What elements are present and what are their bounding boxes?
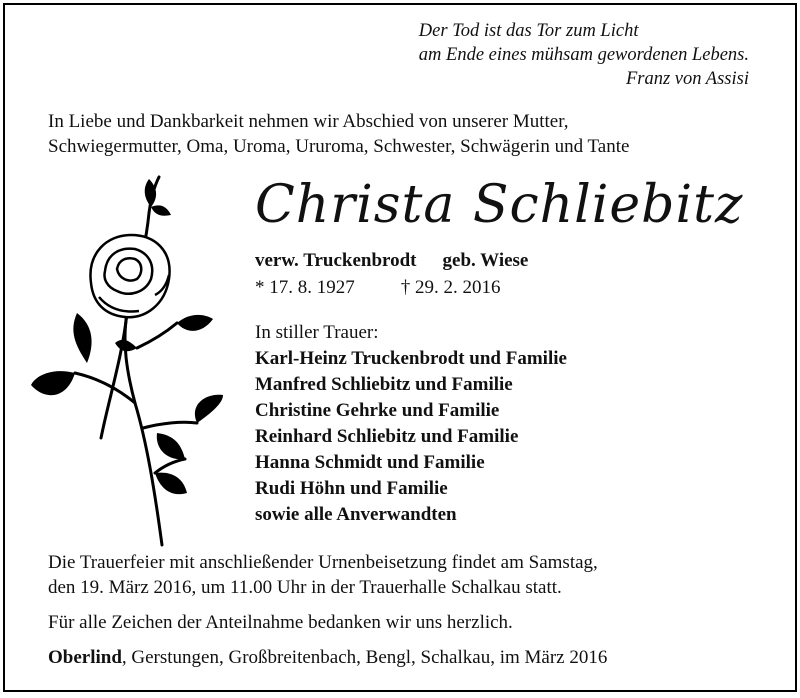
widowed-name: verw. Truckenbrodt	[255, 250, 417, 271]
obituary-notice	[3, 3, 797, 692]
mourner-name: sowie alle Anverwandten	[255, 504, 457, 525]
mourner-name: Christine Gehrke und Familie	[255, 400, 500, 421]
thanks-line: Für alle Zeichen der Anteilnahme bedanken wir uns herzlich.	[48, 612, 513, 633]
mourner-name: Karl-Heinz Truckenbrodt und Familie	[255, 348, 567, 369]
quote-line: Der Tod ist das Tor zum Licht	[418, 21, 639, 41]
funeral-info: Die Trauerfeier mit anschließender Urnenbeisetzung findet am Samstag,	[48, 552, 598, 573]
deceased-name: Christa Schliebitz	[255, 175, 744, 235]
birth-date: * 17. 8. 1927	[255, 277, 355, 298]
funeral-info: den 19. März 2016, um 11.00 Uhr in der Trauerhalle Schalkau statt.	[48, 577, 562, 598]
mourner-name: Reinhard Schliebitz und Familie	[255, 426, 519, 447]
deceased-details	[255, 247, 528, 301]
mourners-section	[255, 320, 567, 528]
intro-line: Schwiegermutter, Oma, Uroma, Ururoma, Schwester, Schwägerin und Tante	[48, 136, 630, 157]
mourners-list	[255, 346, 567, 528]
intro-line: In Liebe und Dankbarkeit nehmen wir Abschied von unserer Mutter,	[48, 111, 569, 132]
death-date: † 29. 2. 2016	[400, 277, 501, 298]
intro-text	[48, 109, 629, 159]
places-rest: , Gerstungen, Großbreitenbach, Bengl, Schalkau, im März 2016	[121, 647, 608, 668]
places-bold: Oberlind	[48, 647, 122, 668]
birth-name: geb. Wiese	[442, 250, 529, 271]
rose-icon	[27, 173, 227, 553]
quote-author: Franz von Assisi	[625, 69, 749, 89]
footer-text	[48, 550, 607, 670]
mourner-name: Rudi Höhn und Familie	[255, 478, 448, 499]
mourner-name: Manfred Schliebitz und Familie	[255, 374, 513, 395]
quote-block	[419, 19, 749, 91]
mourner-name: Hanna Schmidt und Familie	[255, 452, 485, 473]
quote-line: am Ende eines mühsam gewordenen Lebens.	[418, 45, 749, 65]
places-line	[48, 645, 607, 670]
mourning-heading: In stiller Trauer:	[255, 322, 379, 343]
